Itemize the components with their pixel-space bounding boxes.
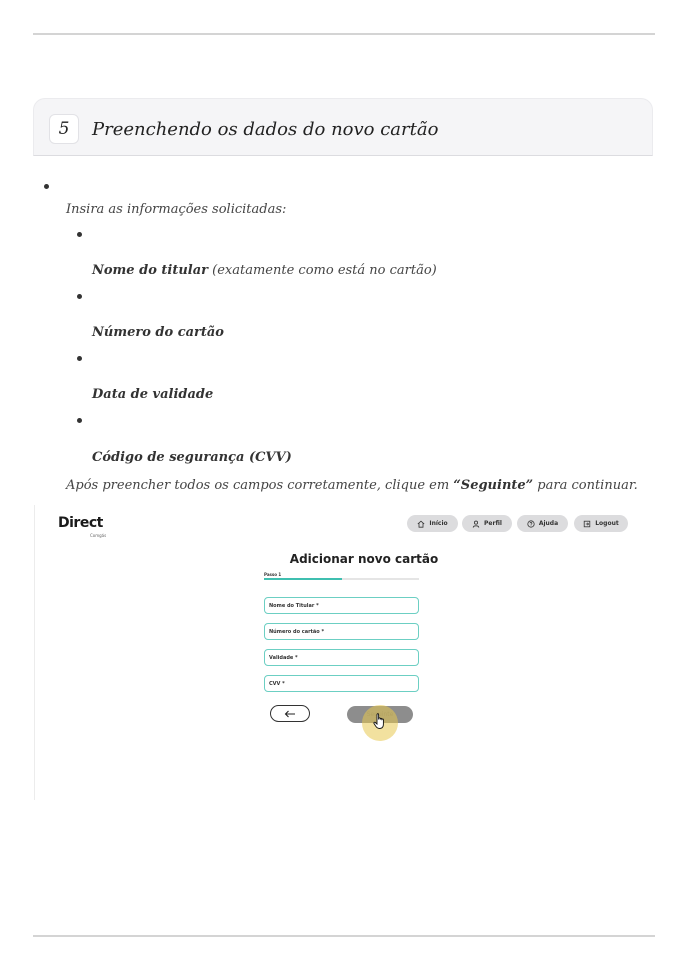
nav-label: Perfil (484, 520, 502, 527)
screenshot-border (34, 505, 35, 800)
field-item-expiry (92, 387, 213, 402)
top-divider (33, 33, 655, 35)
field-note: (exatamente como está no cartão) (212, 263, 437, 278)
nav-label: Início (429, 520, 448, 527)
nav-profile-button[interactable] (462, 515, 512, 532)
hand-pointer-icon (372, 712, 388, 730)
list-bullet (44, 184, 49, 189)
instructions-closing (66, 478, 638, 493)
nav-home-button[interactable] (407, 515, 458, 532)
field-label: Data de validade (92, 387, 214, 402)
field-label: Nome do titular (92, 263, 209, 278)
nav-logout-button[interactable] (574, 515, 628, 532)
closing-text-button: “Seguinte” (453, 478, 534, 493)
nav-label: Ajuda (538, 520, 559, 527)
instructions-intro: Insira as informações solicitadas: (66, 202, 287, 217)
step-number-badge: 5 (49, 114, 79, 144)
back-button[interactable] (270, 705, 310, 722)
phase-label: Passo 1 (264, 572, 282, 577)
field-label: Código de segurança (CVV) (92, 450, 292, 465)
logout-icon (583, 520, 591, 528)
arrow-left-icon (284, 710, 296, 718)
progress-fill (264, 578, 342, 580)
help-icon (527, 520, 535, 528)
nav-label: Logout (595, 520, 619, 527)
card-number-input[interactable]: Número do cartão * (264, 623, 419, 640)
bottom-divider (33, 935, 655, 937)
form-title: Adicionar novo cartão (289, 552, 439, 566)
brand-logo: Direct (58, 515, 103, 531)
field-item-name (92, 263, 437, 278)
list-bullet (77, 232, 82, 237)
step-title: Preenchendo os dados do novo cartão (92, 119, 439, 140)
list-bullet (77, 294, 82, 299)
home-icon (417, 520, 425, 528)
cvv-input[interactable]: CVV * (264, 675, 419, 692)
closing-text-end: para continuar. (533, 478, 638, 493)
user-icon (472, 520, 480, 528)
holder-name-input[interactable]: Nome do Titular * (264, 597, 419, 614)
step-header (33, 98, 653, 156)
field-item-cvv (92, 450, 292, 465)
brand-logo-sub: Comgás (90, 533, 107, 538)
closing-text-start: Após preencher todos os campos corretamente, clique em (66, 478, 454, 493)
nav-help-button[interactable] (517, 515, 568, 532)
progress-bar (264, 578, 419, 580)
embedded-screenshot (34, 505, 644, 800)
list-bullet (77, 356, 82, 361)
expiry-input[interactable]: Validade * (264, 649, 419, 666)
field-item-number (92, 325, 224, 340)
field-label: Número do cartão (92, 325, 224, 340)
list-bullet (77, 418, 82, 423)
